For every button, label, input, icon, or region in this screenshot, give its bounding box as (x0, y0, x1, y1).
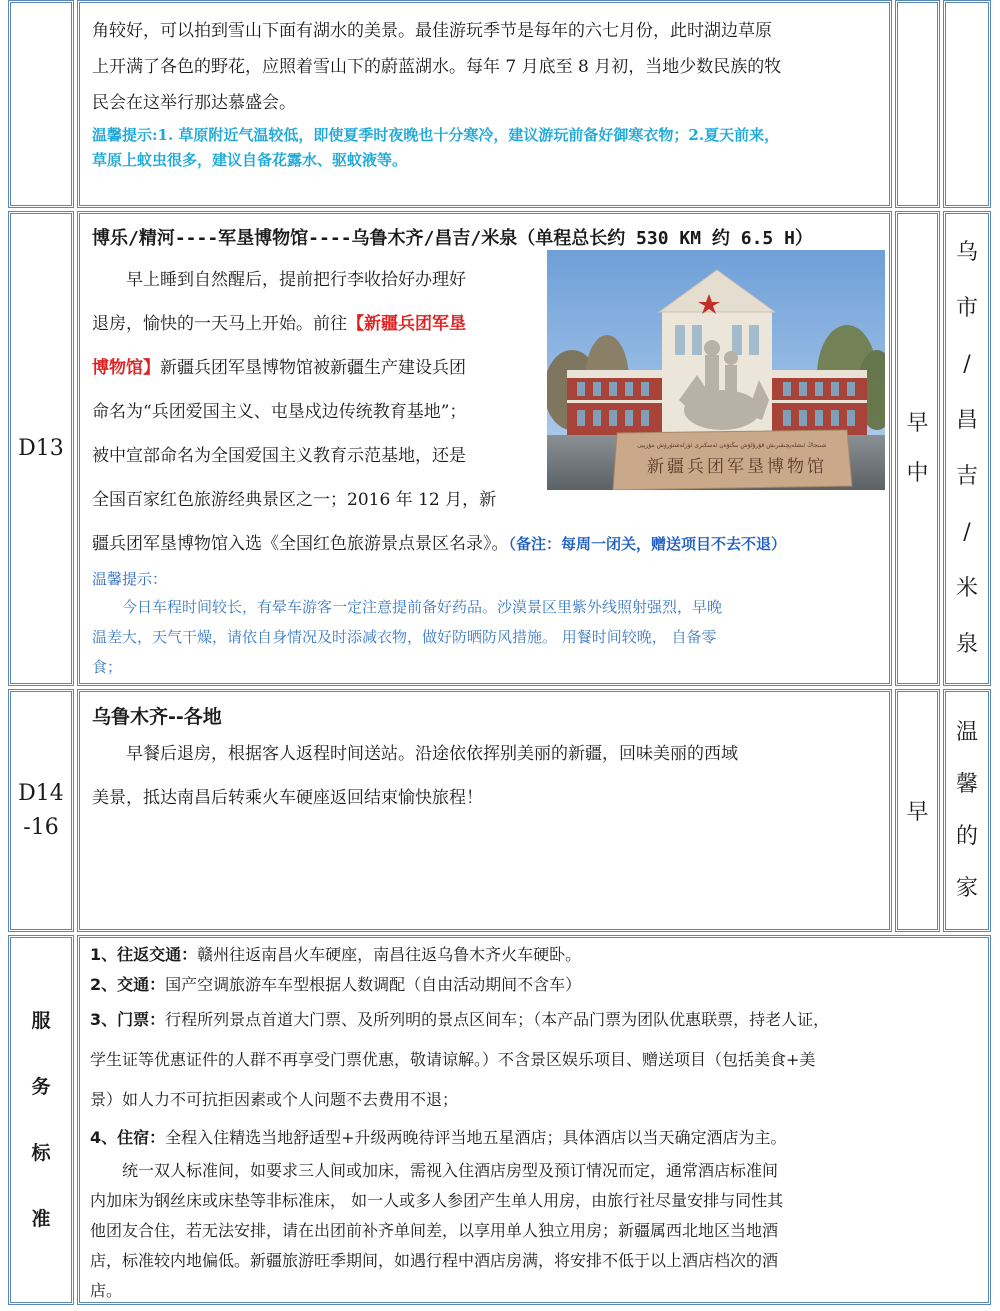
service-item-1 (90, 940, 980, 970)
service-item-3-line-2: 学生证等优惠证件的人群不再享受门票优惠，敬请谅解。）不含景区娱乐项目、赠送项目（包括美食+美 (90, 1050, 816, 1069)
d13-meal-breakfast: 早 (906, 410, 929, 436)
d13-hotel-char: 米 (955, 575, 978, 601)
service-content (77, 935, 991, 1305)
prev-line-3: 民会在这举行那达慕盛会。 (92, 93, 296, 113)
prev-tip-line-2: 草原上蚊虫很多，建议自备花露水、驱蚊液等。 (92, 151, 408, 169)
day-cell-d13 (8, 211, 74, 686)
museum-name-part1: 新疆兵团军垦 (364, 314, 466, 334)
d13-hotel-char: / (963, 351, 971, 377)
museum-photo (547, 250, 885, 490)
museum-sign-chinese: 新疆兵团军垦博物馆 (647, 457, 827, 477)
d13-para-line-3 (92, 346, 540, 390)
prev-day-content (77, 0, 892, 208)
prev-day-cell (8, 0, 74, 208)
d13-para-line-6: 全国百家红色旅游经典景区之一；2016 年 12 月，新 (92, 490, 497, 510)
service-item-4 (90, 1120, 980, 1156)
d13-para-line-5: 被中宣部命名为全国爱国主义教育示范基地，还是 (92, 446, 466, 466)
prev-meal-cell (895, 0, 940, 208)
d13-title: 博乐/精河----军垦博物馆----乌鲁木齐/昌吉/米泉（单程总长约 530 KM 约 6.5 H） (92, 228, 813, 249)
service-label-cell (8, 935, 74, 1305)
service-item-3-head: 3、门票： (90, 1010, 166, 1029)
prev-tip-line-1: 温馨提示:1. 草原附近气温较低，即使夏季时夜晚也十分寒冷，建议游玩前备好御寒衣物；2.夏天前来， (92, 126, 780, 144)
d13-hotel-char: 昌 (955, 407, 978, 433)
prev-line-2: 上开满了各色的野花，应照着雪山下的蔚蓝湖水。每年 7 月底至 8 月初，当地少数民族的牧 (92, 57, 782, 77)
d14-hotel-char: 馨 (955, 771, 978, 797)
service-hotel-line-1: 统一双人标准间，如要求三人间或加床，需视入住酒店房型及预订情况而定，通常酒店标准间 (122, 1161, 779, 1180)
service-item-4-text: 全程入住精选当地舒适型+升级两晚待评当地五星酒店；具体酒店以当天确定酒店为主。 (165, 1128, 787, 1147)
service-hotel-line-3: 他团友合住，若无法安排，请在出团前补齐单间差，以享用单人独立用房；新疆属西北地区当地酒 (90, 1221, 779, 1240)
d14-meal-cell (895, 689, 940, 932)
day-label-d14-line2: -16 (23, 814, 59, 840)
service-item-1-text: 赣州往返南昌火车硬座，南昌往返乌鲁木齐火车硬卧。 (197, 945, 582, 964)
d13-tip-title: 温馨提示： (92, 570, 168, 588)
d13-meal-lunch: 中 (906, 460, 929, 486)
service-item-2 (90, 970, 980, 1000)
museum-photo-illustration (547, 250, 885, 490)
d13-tip-line-3: 食； (92, 658, 123, 676)
service-item-2-text: 国产空调旅游车车型根据人数调配（自由活动期间不含车） (165, 975, 582, 994)
d13-hotel-char: / (963, 519, 971, 545)
d13-para-line-4: 命名为“兵团爱国主义、屯垦戍边传统教育基地”； (92, 402, 467, 422)
service-item-4-head: 4、住宿： (90, 1128, 166, 1147)
service-label-char: 服 (31, 1010, 51, 1032)
service-item-1-head: 1、往返交通： (90, 945, 198, 964)
prev-line-1: 角较好，可以拍到雪山下面有湖水的美景。最佳游玩季节是每年的六七月份，此时湖边草原 (92, 21, 772, 41)
service-label-char: 务 (31, 1076, 51, 1098)
d13-note: （备注：每周一闭关，赠送项目不去不退） (508, 535, 787, 553)
service-item-3 (90, 1000, 980, 1040)
d13-para-line-3-text: 新疆兵团军垦博物馆被新疆生产建设兵团 (160, 358, 466, 378)
service-item-2-head: 2、交通： (90, 975, 166, 994)
service-hotel-line-2: 内加床为钢丝床或床垫等非标准床， 如一人或多人参团产生单人用房，由旅行社尽量安排与同性其 (90, 1191, 784, 1210)
service-hotel-line-4: 店，标准较内地偏低。新疆旅游旺季期间，如遇行程中酒店房满，将安排不低于以上酒店档次的酒 (90, 1251, 779, 1270)
d14-para-line-1: 早餐后退房，根据客人返程时间送站。沿途依依挥别美丽的新疆，回味美丽的西域 (126, 744, 738, 764)
service-label-char: 准 (31, 1208, 51, 1230)
d13-hotel-char: 泉 (955, 631, 978, 657)
d14-title: 乌鲁木齐--各地 (92, 706, 222, 728)
d13-hotel-cell (943, 211, 991, 686)
d14-hotel-char: 家 (955, 875, 978, 901)
d14-meal-breakfast: 早 (906, 800, 929, 825)
d13-hotel-char: 市 (955, 295, 978, 321)
d13-para-line-7 (92, 522, 879, 566)
d14-hotel-char: 温 (955, 719, 978, 745)
day-label-d13: D13 (18, 435, 64, 461)
day-label-d14-line1: D14 (18, 780, 64, 806)
d13-para-line-2-text: 退房，愉快的一天马上开始。前往 (92, 314, 347, 334)
d14-hotel-char: 的 (955, 823, 978, 849)
d13-tip-line-1: 今日车程时间较长，有晕车游客一定注意提前备好药品。沙漠景区里紫外线照射强烈，早晚 (122, 598, 723, 616)
d13-para-line-7-text: 疆兵团军垦博物馆入选《全国红色旅游景点景区名录》。 (92, 534, 509, 554)
d13-para-line-2 (92, 302, 540, 346)
service-hotel-line-5: 店。 (90, 1281, 123, 1300)
museum-sign-uyghur: شىنجاڭ ئىشلەپچىقىرىش قۇرۇلۇش بىڭتۇەن ئەسكىرى ئۆزلەشتۈرۈش مۇزېيى (637, 442, 827, 449)
museum-name-part2: 博物馆】 (92, 358, 160, 378)
d13-hotel-char: 乌 (955, 239, 978, 265)
d14-content (77, 689, 892, 932)
service-item-3-text: 行程所列景点首道大门票、及所列明的景点区间车；（本产品门票为团队优惠联票，持老人证， (165, 1010, 830, 1029)
service-label-char: 标 (31, 1142, 51, 1164)
day-cell-d14 (8, 689, 74, 932)
d13-para-line-1: 早上睡到自然醒后，提前把行李收拾好办理好 (126, 270, 466, 290)
service-item-3-line-3: 景）如人力不可抗拒因素或个人问题不去费用不退； (90, 1090, 459, 1109)
d13-meal-cell (895, 211, 940, 686)
museum-link-bracket: 【 (347, 314, 364, 334)
prev-hotel-cell (943, 0, 991, 208)
d14-para-line-2: 美景，抵达南昌后转乘火车硬座返回结束愉快旅程！ (92, 788, 483, 808)
d13-hotel-char: 吉 (955, 463, 978, 489)
d13-tip-line-2: 温差大，天气干燥，请依自身情况及时添减衣物，做好防晒防风措施。 用餐时间较晚， 自备零 (92, 628, 717, 646)
d14-hotel-cell (943, 689, 991, 932)
